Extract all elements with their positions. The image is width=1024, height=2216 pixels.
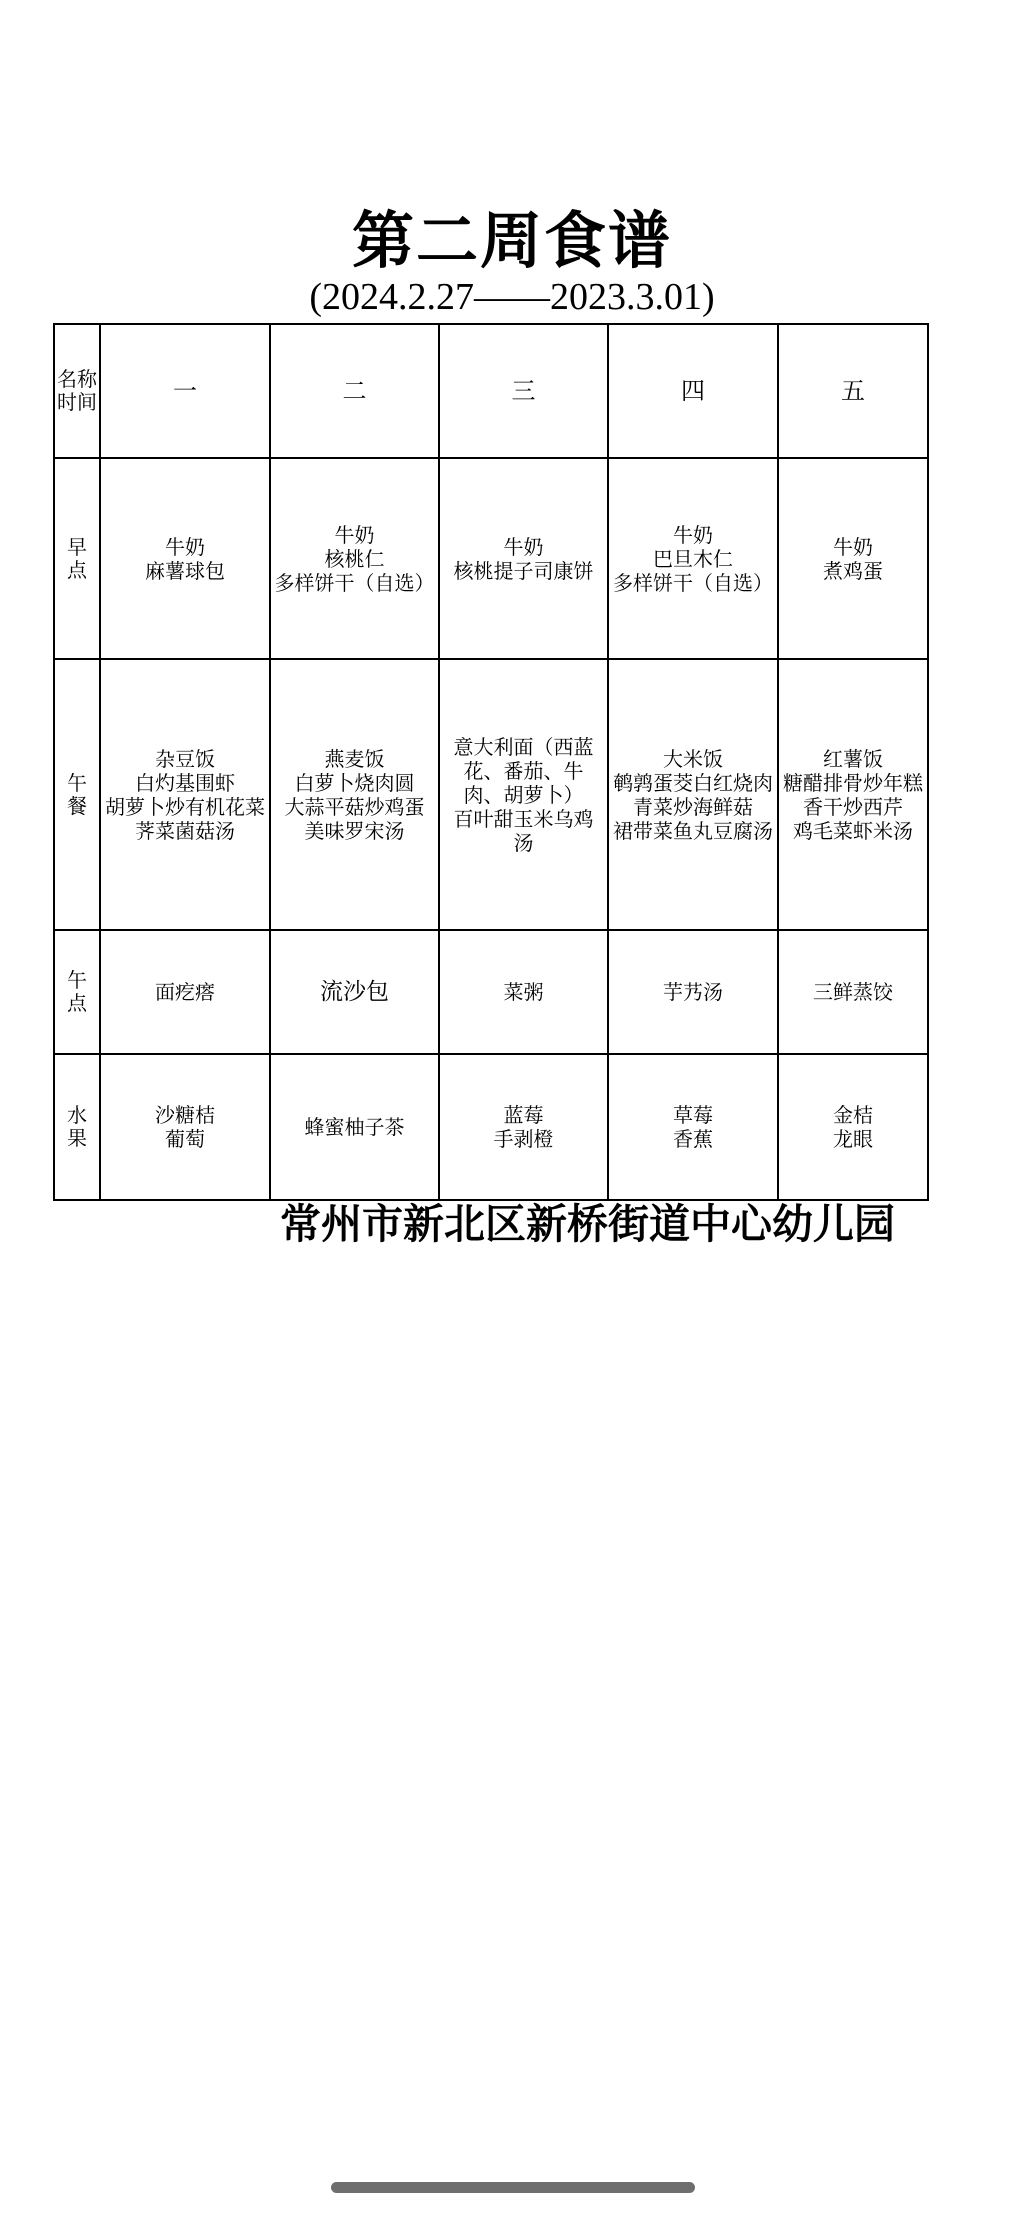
menu-item: 菜粥: [503, 980, 544, 1004]
menu-item: 蜂蜜柚子茶: [304, 1115, 405, 1139]
menu-cell: [100, 458, 270, 659]
menu-cell: [270, 1054, 439, 1200]
menu-item: 巴旦木仁: [653, 546, 733, 571]
menu-item: 胡萝卜炒有机花菜: [105, 794, 265, 819]
menu-item: 蓝莓: [503, 1103, 544, 1127]
menu-cell: [439, 458, 608, 659]
menu-cell: [100, 1054, 270, 1200]
menu-item: 多样饼干（自选）: [274, 570, 435, 595]
menu-item: 核桃提子司康饼: [453, 558, 594, 583]
menu-item: 葡萄: [165, 1127, 205, 1151]
menu-table: [53, 323, 929, 1201]
menu-cell: [270, 930, 439, 1054]
menu-item: 红薯饭: [823, 746, 883, 771]
table-row-lunch: [54, 659, 928, 930]
page-title: 第二周食谱: [351, 204, 672, 277]
menu-item: 牛奶: [673, 522, 713, 547]
menu-cell: [608, 930, 778, 1054]
menu-item: 大蒜平菇炒鸡蛋: [284, 794, 425, 819]
menu-item: 糖醋排骨炒年糕: [783, 770, 923, 795]
menu-cell: [608, 659, 778, 930]
menu-item: 三鲜蒸饺: [813, 980, 893, 1004]
menu-item: 麻薯球包: [145, 558, 225, 583]
header-row: [54, 324, 928, 458]
menu-cell: [608, 1054, 778, 1200]
row-label-fruit: 水果: [54, 1054, 100, 1200]
menu-cell: [439, 1054, 608, 1200]
menu-item: 美味罗宋汤: [304, 818, 405, 843]
day-header-tue: 二: [270, 324, 439, 458]
menu-item: 核桃仁: [324, 546, 385, 571]
menu-item: 裙带菜鱼丸豆腐汤: [613, 818, 773, 843]
menu-cell: [439, 659, 608, 930]
table-row-breakfast: [54, 458, 928, 659]
menu-cell: [100, 930, 270, 1054]
menu-item: 香蕉: [673, 1127, 713, 1151]
date-range: (2024.2.27——2023.3.01): [309, 276, 715, 318]
menu-cell: [778, 1054, 928, 1200]
table-row-snack: [54, 930, 928, 1054]
menu-item: 芋艿汤: [663, 980, 723, 1004]
day-header-fri: 五: [778, 324, 928, 458]
menu-item: 金桔: [833, 1103, 873, 1127]
menu-cell: [270, 659, 439, 930]
menu-item: 白萝卜烧肉圆: [294, 770, 415, 795]
day-header-wed: 三: [439, 324, 608, 458]
kindergarten-name: 常州市新北区新桥街道中心幼儿园: [280, 1200, 895, 1248]
corner-cell: [54, 324, 100, 458]
menu-item: 草莓: [673, 1103, 713, 1127]
menu-item: 青菜炒海鲜菇: [633, 794, 753, 819]
menu-item: 牛奶: [833, 534, 873, 559]
menu-item: 杂豆饭: [155, 746, 215, 771]
menu-item: 燕麦饭: [324, 746, 385, 771]
menu-item: 面疙瘩: [155, 980, 215, 1004]
menu-cell: [439, 930, 608, 1054]
menu-item: 大米饭: [663, 746, 723, 771]
menu-cell: [270, 458, 439, 659]
corner-label: 名称时间: [57, 367, 97, 414]
menu-cell: [778, 930, 928, 1054]
day-header-thu: 四: [608, 324, 778, 458]
menu-item: 牛奶: [334, 522, 375, 547]
row-label-breakfast: 早点: [54, 458, 100, 659]
menu-cell: [608, 458, 778, 659]
menu-item: 手剥橙: [493, 1127, 554, 1151]
table-row-fruit: [54, 1054, 928, 1200]
menu-item: 多样饼干（自选）: [613, 570, 773, 595]
menu-cell: [100, 659, 270, 930]
menu-item: 意大利面（西蓝花、番茄、牛肉、胡萝卜）: [453, 734, 594, 807]
menu-item: 香干炒西芹: [803, 794, 903, 819]
menu-cell: [778, 458, 928, 659]
menu-item: 牛奶: [503, 534, 544, 559]
menu-item: 流沙包: [320, 979, 389, 1005]
menu-item: 白灼基围虾: [135, 770, 235, 795]
menu-item: 鹌鹑蛋茭白红烧肉: [613, 770, 773, 795]
menu-item: 鸡毛菜虾米汤: [793, 818, 913, 843]
menu-cell: [778, 659, 928, 930]
home-indicator[interactable]: [331, 2182, 695, 2193]
menu-item: 荠菜菌菇汤: [135, 818, 235, 843]
menu-item: 牛奶: [165, 534, 205, 559]
row-label-lunch: 午餐: [54, 659, 100, 930]
menu-item: 煮鸡蛋: [823, 558, 883, 583]
menu-item: 沙糖桔: [155, 1103, 215, 1127]
row-label-snack: 午点: [54, 930, 100, 1054]
menu-item: 龙眼: [833, 1127, 873, 1151]
menu-item: 百叶甜玉米乌鸡汤: [453, 806, 594, 855]
day-header-mon: 一: [100, 324, 270, 458]
